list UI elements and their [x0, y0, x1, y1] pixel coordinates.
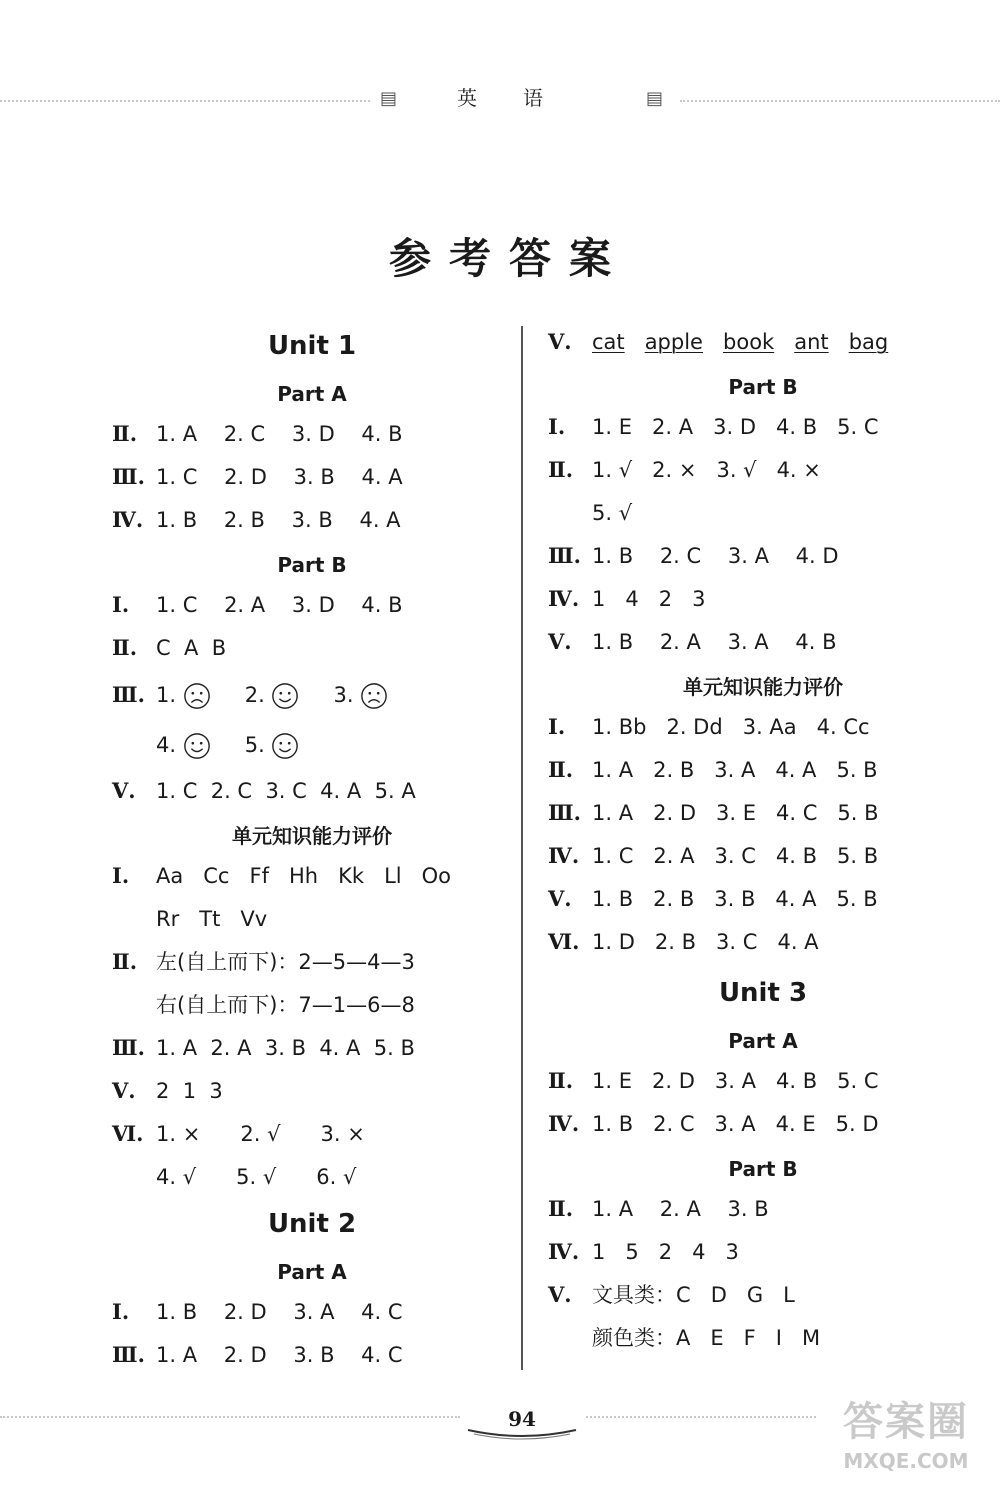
part-heading: Part A [277, 382, 347, 406]
answer-line: 5. √ [592, 501, 633, 525]
answer-line: Ⅳ. 1. B 2. C 3. A 4. E 5. D [548, 1111, 879, 1136]
answer-line: Ⅱ. 1. A 2. A 3. B [548, 1196, 769, 1221]
watermark-logo-text: 答案圈 [843, 1399, 969, 1445]
unit-heading: Unit 2 [267, 1209, 357, 1239]
answer-line: Ⅰ. 1. C 2. A 3. D 4. B [112, 592, 403, 617]
footer-dotted-rule-right [586, 1416, 816, 1418]
answer-line: Ⅰ. 1. B 2. D 3. A 4. C [112, 1299, 403, 1324]
answer-line: Ⅲ. 1. A 2. D 3. B 4. C [112, 1342, 403, 1367]
right-column [548, 328, 978, 1367]
answer-line: Ⅳ. 1. B 2. B 3. B 4. A [112, 507, 401, 532]
answer-line: Ⅱ. 1. √ 2. × 3. √ 4. × [548, 457, 821, 482]
column-divider [521, 326, 523, 1370]
answer-line: 右(自上而下)：7—1—6—8 [156, 993, 415, 1017]
watermark-site: MXQE.COM [843, 1449, 969, 1473]
section-heading: 单元知识能力评价 [232, 824, 392, 848]
answer-line: Ⅴ. 1. B 2. B 3. B 4. A 5. B [548, 886, 878, 911]
page-number: 94 [508, 1407, 536, 1431]
answer-line: Ⅱ. 左(自上而下)：2—5—4—3 [112, 949, 415, 974]
left-column [112, 328, 512, 1384]
answer-line: Ⅳ. 1 4 2 3 [548, 586, 706, 611]
answer-line: 4. √ 5. √ 6. √ [156, 1165, 357, 1189]
answer-line: Ⅲ. 1. B 2. C 3. A 4. D [548, 543, 839, 568]
section-heading: 单元知识能力评价 [683, 675, 843, 699]
answer-line: Ⅵ. 1. D 2. B 3. C 4. A [548, 929, 819, 954]
answer-line: 颜色类：A E F I M [592, 1326, 821, 1350]
answer-line: Ⅰ. Aa Cc Ff Hh Kk Ll Oo [112, 863, 452, 888]
header-ornament-right-icon: ▤ [646, 88, 664, 109]
answer-line: Ⅱ. 1. A 2. B 3. A 4. A 5. B [548, 757, 878, 782]
answer-line: Ⅳ. 1 5 2 4 3 [548, 1239, 739, 1264]
smiley-face-icon [183, 732, 211, 760]
answer-line: Ⅴ. 2 1 3 [112, 1078, 223, 1103]
part-heading: Part B [277, 553, 347, 577]
answer-line: Ⅰ. 1. Bb 2. Dd 3. Aa 4. Cc [548, 714, 870, 739]
part-heading: Part B [728, 1157, 798, 1181]
smiley-face-icon [271, 682, 299, 710]
answer-line: Ⅳ. 1. C 2. A 3. C 4. B 5. B [548, 843, 879, 868]
answer-line: Ⅱ. 1. E 2. D 3. A 4. B 5. C [548, 1068, 879, 1093]
answer-line: Ⅱ. 1. A 2. C 3. D 4. B [112, 421, 403, 446]
answer-line: Ⅵ. 1. × 2. √ 3. × [112, 1121, 365, 1146]
answer-line: Ⅴ. 文具类：C D G L [548, 1282, 795, 1307]
answer-line: Ⅰ. 1. E 2. A 3. D 4. B 5. C [548, 414, 879, 439]
answer-line: Ⅲ. 1. A 2. D 3. E 4. C 5. B [548, 800, 879, 825]
page-title: 参考答案 [388, 234, 629, 283]
header-ornament-left-icon: ▤ [380, 88, 398, 109]
unit-heading: Unit 1 [267, 331, 357, 361]
part-heading: Part B [728, 375, 798, 399]
sad-face-icon [360, 682, 388, 710]
answer-line: Ⅴ. 1. B 2. A 3. A 4. B [548, 629, 837, 654]
answer-line-words: Ⅴ. cat apple book ant bag [548, 329, 889, 354]
watermark-logo [816, 1396, 996, 1484]
unit-heading: Unit 3 [718, 978, 808, 1008]
header-subject: 英语 [457, 86, 589, 110]
answer-line: Ⅴ. 1. C 2. C 3. C 4. A 5. A [112, 778, 416, 803]
sad-face-icon [183, 682, 211, 710]
page-header [0, 78, 1000, 128]
answer-line-faces: Ⅲ. 1. 2. 3. [112, 677, 512, 727]
footer-dotted-rule-left [0, 1416, 460, 1418]
answer-line: Ⅲ. 1. A 2. A 3. B 4. A 5. B [112, 1035, 415, 1060]
part-heading: Part A [728, 1029, 798, 1053]
answer-line: Ⅱ. C A B [112, 635, 227, 660]
page-number-swoosh-icon [466, 1426, 578, 1440]
answer-line-faces: 4. 5. [112, 727, 512, 777]
part-heading: Part A [277, 1260, 347, 1284]
smiley-face-icon [271, 732, 299, 760]
answer-line: Ⅲ. 1. C 2. D 3. B 4. A [112, 464, 403, 489]
answer-line: Rr Tt Vv [156, 907, 268, 931]
